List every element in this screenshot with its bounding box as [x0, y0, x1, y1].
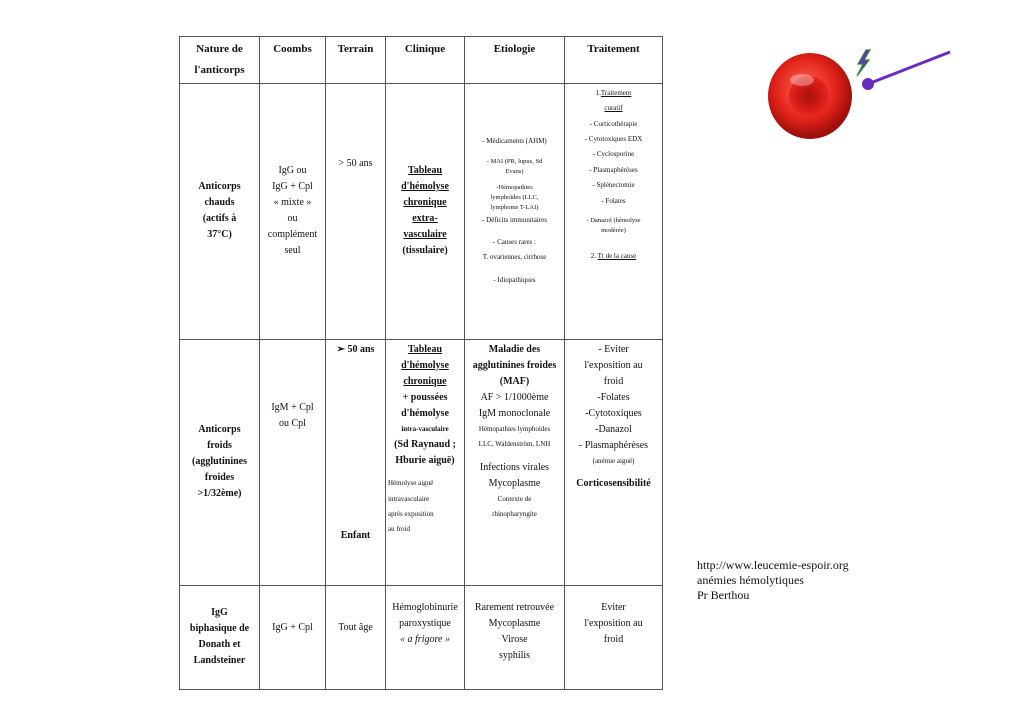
header-clinique: Clinique	[386, 37, 465, 84]
pointer-line	[868, 52, 950, 84]
red-blood-cell-icon	[768, 53, 852, 139]
coombs-froids: IgM + Cpl ou Cpl	[260, 339, 326, 585]
nature-chauds: Anticorps chauds (actifs à 37°C)	[180, 83, 260, 339]
source-author: Pr Berthou	[697, 588, 750, 602]
etiologie-chauds: - Médicaments (AHM) - MAI (PR, lupus, Sd Evans) -Hémopathies lymphoïdes (LLC, lymphome T-LAI) - Déficits immunitaires - Causes rares : T. ovariennes, cirrhose - Idiopathiques	[465, 83, 565, 339]
header-row	[180, 37, 663, 84]
source-credit	[697, 558, 849, 603]
coombs-biphasique: IgG + Cpl	[260, 585, 326, 689]
lightning-bolt-icon	[857, 50, 870, 76]
nature-biphasique: IgG biphasique de Donath et Landsteiner	[180, 585, 260, 689]
clinique-froids: Tableau d'hémolyse chronique + poussées d'hémolyse intra-vasculaire (Sd Raynaud ; Hburie aiguë) Hémolyse aiguë intravasculaire après exposition au froid	[386, 339, 465, 585]
row-anticorps-froids	[180, 339, 663, 585]
traitement-froids: - Eviter l'exposition au froid -Folates -Cytotoxiques -Danazol - Plasmaphérèses (anémie aiguë) Corticosensibilité	[565, 339, 663, 585]
source-topic: anémies hémolytiques	[697, 573, 804, 587]
header-traitement: Traitement	[565, 37, 663, 84]
red-blood-cell-logo	[762, 44, 952, 154]
nature-froids: Anticorps froids (agglutinines froides >1/32ème)	[180, 339, 260, 585]
source-url: http://www.leucemie-espoir.org	[697, 558, 849, 572]
etiologie-froids: Maladie des agglutinines froides (MAF) AF > 1/1000ème IgM monoclonale Hémopathies lymphoïdes LLC, Waldenström, LNH Infections virales Mycoplasme Contexte de rhinopharyngite	[465, 339, 565, 585]
clinique-biphasique: Hémoglobinurie paroxystique « a frigore »	[386, 585, 465, 689]
header-terrain: Terrain	[326, 37, 386, 84]
header-etiologie: Etiologie	[465, 37, 565, 84]
header-nature: Nature de l'anticorps	[180, 37, 260, 84]
traitement-biphasique: Eviter l'exposition au froid	[565, 585, 663, 689]
etiologie-biphasique: Rarement retrouvée Mycoplasme Virose syphilis	[465, 585, 565, 689]
row-anticorps-chauds	[180, 83, 663, 339]
header-coombs: Coombs	[260, 37, 326, 84]
terrain-biphasique: Tout âge	[326, 585, 386, 689]
coombs-chauds: IgG ou IgG + Cpl « mixte » ou complément seul	[260, 83, 326, 339]
terrain-chauds: > 50 ans	[326, 83, 386, 339]
row-igg-biphasique	[180, 585, 663, 689]
pointer-dot	[862, 78, 874, 90]
clinique-chauds: Tableau d'hémolyse chronique extra- vasculaire (tissulaire)	[386, 83, 465, 339]
terrain-froids: ➢ 50 ans Enfant	[326, 339, 386, 585]
anemia-table	[179, 36, 663, 690]
traitement-chauds: 1.Traitement curatif - Corticothérapie - Cytotoxiques EDX - Cyclosporine - Plasmaphérèses - Splénectomie - Folates - Danazol (hémolyse modérée) 2. Tt de la cause	[565, 83, 663, 339]
